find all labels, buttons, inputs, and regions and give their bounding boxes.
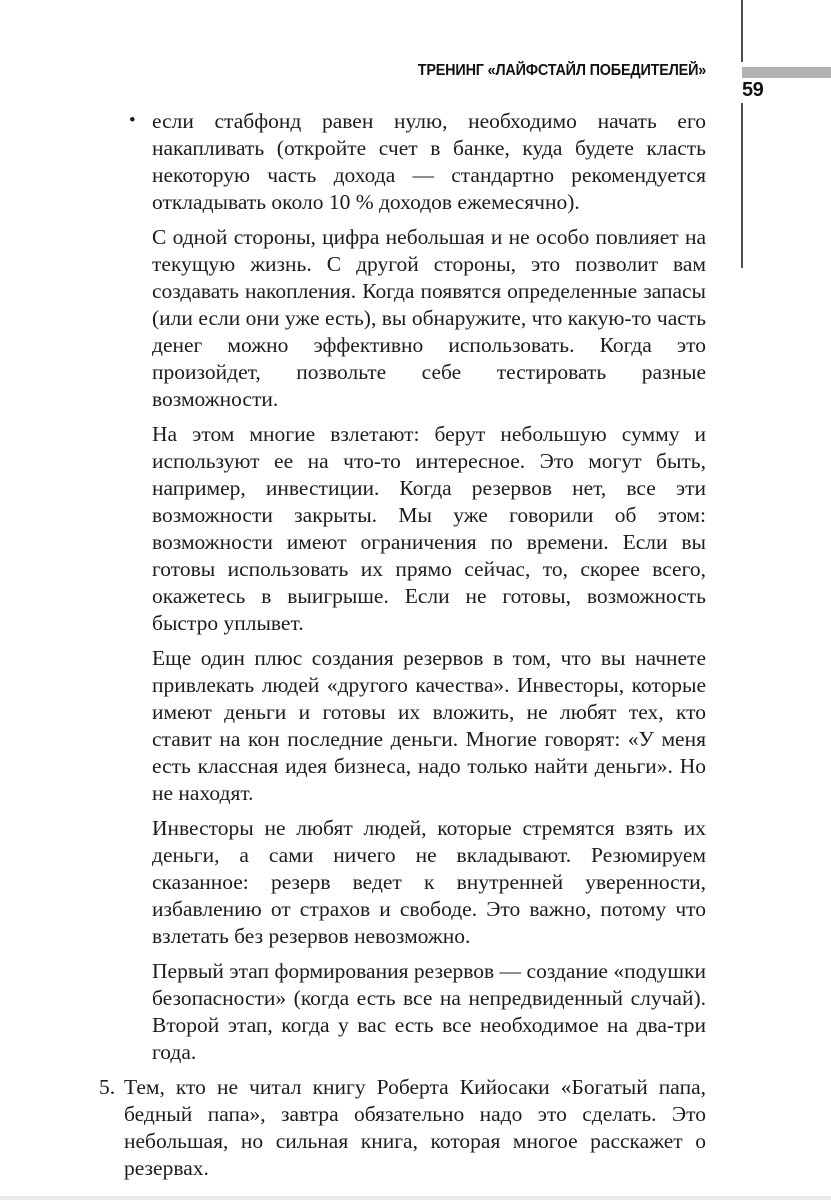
paragraph: Еще один плюс создания резервов в том, что вы начнете привлекать людей «другого качества». Инвесторы, которые имеют деньги и готовы их вложить, не любят тех, кто ставит на кон последние деньги. Многие говорят: «У меня есть классная идея бизнеса, надо только найти деньги». Но не находят.: [152, 646, 706, 805]
page-number: 59: [742, 79, 764, 101]
numbered-list-item: [99, 1074, 706, 1182]
running-header: ТРЕНИНГ «ЛАЙФСТАЙЛ ПОБЕДИТЕЛЕЙ»: [417, 62, 706, 79]
list-number: 5.: [99, 1075, 116, 1099]
paragraph: С одной стороны, цифра небольшая и не особо повлияет на текущую жизнь. С другой стороны, это позволит вам создавать накопления. Когда появятся определенные запасы (или если они уже есть), вы обнаружите, что какую-то часть денег можно эффективно использовать. Когда это произойдет, позвольте себе тестировать разные возможности.: [152, 225, 706, 411]
paragraph: На этом многие взлетают: берут небольшую сумму и используют ее на что-то интересное. Это могут быть, например, инвестиции. Когда резервов нет, все эти возможности закрыты. Мы уже говорили об этом: возможности имеют ограничения по времени. Если вы готовы использовать их прямо сейчас, то, скорее всего, окажетесь в выигрыше. Если не готовы, возможность быстро уплывет.: [152, 422, 706, 635]
margin-rule-bottom: [741, 103, 743, 268]
margin-rule-top: [741, 0, 743, 62]
text-column: [99, 108, 706, 1182]
page-number-bar: [742, 67, 831, 78]
paragraph: Инвесторы не любят людей, которые стремятся взять их деньги, а сами ничего не вкладывают. Резюмируем сказанное: резерв ведет к внутренней уверенности, избавлению от страхов и свободе. Это важно, потому что взлетать без резервов невозможно.: [152, 816, 706, 948]
numbered-item-text: Тем, кто не читал книгу Роберта Кийосаки «Богатый папа, бедный папа», завтра обязательно надо это сделать. Это небольшая, но сильная книга, которая многое расскажет о резервах.: [124, 1075, 706, 1180]
paragraph: Первый этап формирования резервов — создание «подушки безопасности» (когда есть все на непредвиденный случай). Второй этап, когда у вас есть все необходимое на два-три года.: [152, 959, 706, 1064]
bullet-list-item: [129, 108, 706, 216]
bullet-marker: •: [129, 110, 136, 131]
bullet-item-text: если стабфонд равен нулю, необходимо начать его накапливать (откройте счет в банке, куда будете класть некоторую часть дохода — стандартно рекомендуется откладывать около 10 % доходов ежемесячно).: [152, 109, 706, 214]
page-bottom-edge: [0, 1196, 831, 1200]
